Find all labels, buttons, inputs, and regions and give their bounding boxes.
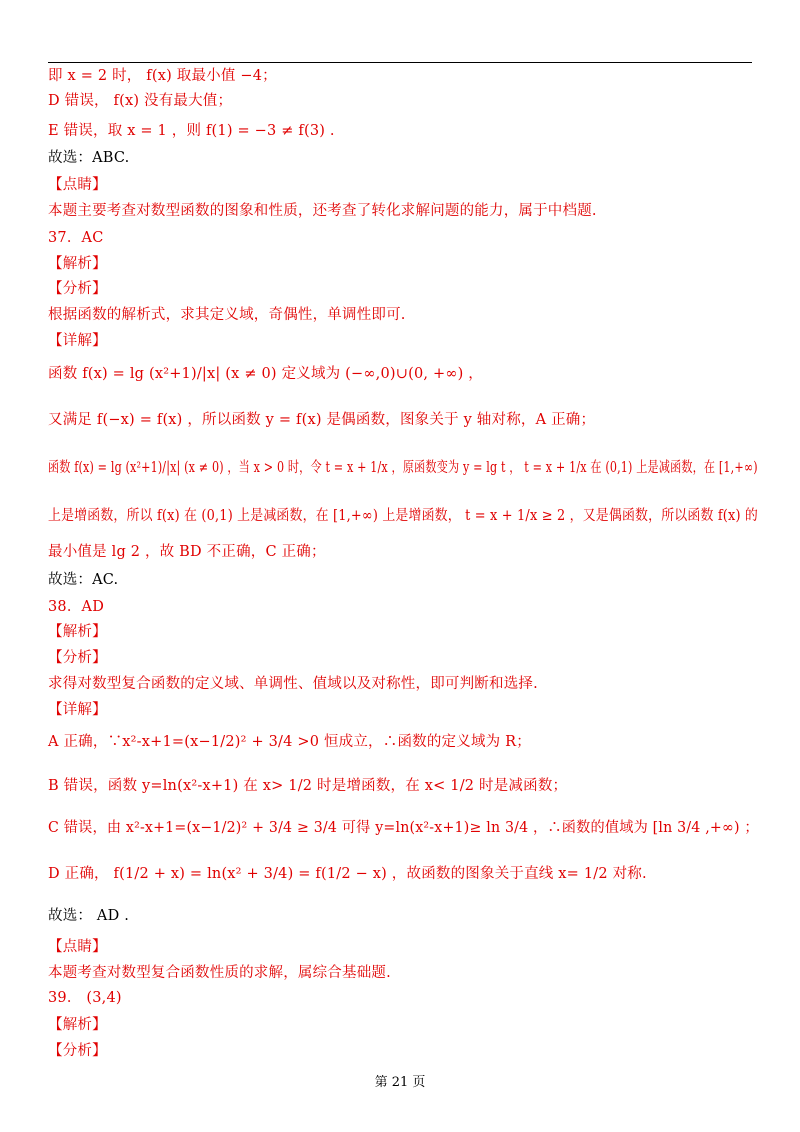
text-line: 即 x = 2 时， f(x) 取最小值 −4；: [48, 68, 277, 84]
text-line: 【分析】: [48, 1043, 107, 1059]
text-line: 最小值是 lg 2 ，故 BD 不正确，C 正确；: [48, 544, 326, 560]
header-rule: [48, 62, 752, 63]
text-line: 本题考查对数型复合函数性质的求解，属综合基础题.: [48, 965, 391, 981]
page-number: 第 21 页: [374, 1075, 426, 1090]
text-line: A 正确，∵x²-x+1=(x−1/2)² + 3/4 >0 恒成立，∴函数的定义域为 R；: [48, 734, 531, 750]
text-line: 故选：AC.: [48, 572, 119, 588]
text-line: 【点睛】: [48, 939, 107, 955]
text-line: E 错误，取 x = 1 ，则 f(1) = −3 ≠ f(3) .: [48, 123, 335, 139]
text-line: B 错误，函数 y=ln(x²-x+1) 在 x> 1/2 时是增函数，在 x< 1/2 时是减函数；: [48, 778, 568, 794]
text-line: 【详解】: [48, 702, 107, 718]
text-line: 【详解】: [48, 333, 107, 349]
text-line: 【解析】: [48, 1017, 107, 1033]
text-line: 37．AC: [48, 230, 104, 246]
text-line: D 正确， f(1/2 + x) = ln(x² + 3/4) = f(1/2 − x) ，故函数的图象关于直线 x= 1/2 对称.: [48, 866, 647, 882]
text-line: 求得对数型复合函数的定义域、单调性、值域以及对称性，即可判断和选择.: [48, 676, 538, 692]
text-line: 又满足 f(−x) = f(x) ，所以函数 y = f(x) 是偶函数，图象关于 y 轴对称，A 正确；: [48, 412, 596, 428]
text-line: 39． (3,4): [48, 990, 122, 1006]
text-line: 【分析】: [48, 650, 107, 666]
text-line: 函数 f(x) = lg (x²+1)/|x| (x ≠ 0) ，当 x > 0 时，令 t = x + 1/x ，原函数变为 y = lg t ， t = x + 1/x 在 (0,1) 上是减函数，在 [1,+∞): [48, 460, 758, 476]
text-line: 【点睛】: [48, 177, 107, 193]
text-line: 本题主要考查对数型函数的图象和性质，还考查了转化求解问题的能力，属于中档题.: [48, 203, 597, 219]
text-line: D 错误， f(x) 没有最大值；: [48, 93, 233, 109]
text-line: 故选：ABC.: [48, 150, 130, 166]
text-line: 【解析】: [48, 256, 107, 272]
text-line: 根据函数的解析式，求其定义域，奇偶性，单调性即可.: [48, 307, 406, 323]
text-line: C 错误，由 x²-x+1=(x−1/2)² + 3/4 ≥ 3/4 可得 y=ln(x²-x+1)≥ ln 3/4 ，∴函数的值域为 [ln 3/4 ,+∞) ；: [48, 820, 759, 836]
text-line: 【分析】: [48, 281, 107, 297]
text-line: 上是增函数，所以 f(x) 在 (0,1) 上是减函数，在 [1,+∞) 上是增函数， t = x + 1/x ≥ 2 ，又是偶函数，所以函数 f(x) 的: [48, 508, 759, 524]
text-line: 函数 f(x) = lg (x²+1)/|x| (x ≠ 0) 定义域为 (−∞,0)∪(0, +∞) ，: [48, 366, 484, 382]
text-line: 故选： AD .: [48, 908, 130, 924]
text-line: 【解析】: [48, 624, 107, 640]
text-line: 38．AD: [48, 599, 105, 615]
